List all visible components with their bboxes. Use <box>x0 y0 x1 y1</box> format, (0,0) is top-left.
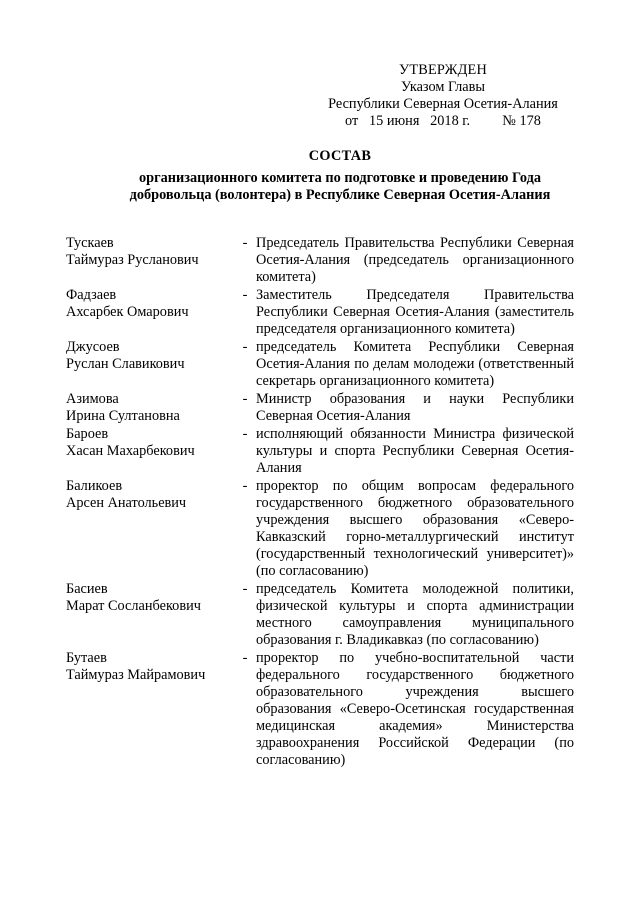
member-separator: - <box>242 426 248 442</box>
member-role: председатель Комитета молодежной политики, физической культуры и спорта администрации местного самоуправления муниципального образования г. Владикавказ (по согласованию) <box>256 581 574 648</box>
approval-line-1: Указом Главы <box>400 79 486 95</box>
member-given-name: Руслан Славикович <box>66 356 185 372</box>
member-given-name: Марат Сосланбекович <box>66 598 201 614</box>
approval-date-line: от 15 июня 2018 г. № 178 <box>345 113 541 129</box>
approval-title: УТВЕРЖДЕН <box>399 62 487 78</box>
member-name <box>66 339 234 390</box>
member-entry <box>66 391 574 425</box>
member-name <box>66 581 234 649</box>
member-given-name: Хасан Махарбекович <box>66 443 195 459</box>
member-surname: Басиев <box>66 581 108 597</box>
member-entry <box>66 426 574 477</box>
member-name <box>66 478 234 580</box>
member-role: Председатель Правительства Республики Северная Осетия-Алания (председатель организационного комитета) <box>256 235 574 285</box>
member-role: исполняющий обязанности Министра физической культуры и спорта Республики Северная Осетия-Алания <box>256 426 574 476</box>
member-role: председатель Комитета Республики Северная Осетия-Алания по делам молодежи (ответственный секретарь организационного комитета) <box>256 339 574 389</box>
member-list <box>66 235 574 770</box>
member-surname: Бароев <box>66 426 109 442</box>
member-name <box>66 426 234 477</box>
member-name <box>66 287 234 338</box>
member-role: проректор по общим вопросам федерального государственного бюджетного образовательного учреждения высшего образования «Северо-Кавказский горно-металлургический институт (государственный технологический университет)» (по согласованию) <box>256 478 574 579</box>
member-given-name: Таймураз Майрамович <box>66 667 206 683</box>
document-subtitle-line-1: организационного комитета по подготовке и проведению Года <box>139 170 541 186</box>
member-entry <box>66 650 574 769</box>
approval-line-2: Республики Северная Осетия-Алания <box>328 96 558 112</box>
document-heading <box>60 148 620 204</box>
member-name <box>66 235 234 286</box>
member-separator: - <box>242 478 248 494</box>
member-given-name: Таймураз Русланович <box>66 252 199 268</box>
member-given-name: Ирина Султановна <box>66 408 180 424</box>
member-name <box>66 650 234 769</box>
member-role: Министр образования и науки Республики Северная Осетия-Алания <box>256 391 574 424</box>
member-entry <box>66 581 574 649</box>
member-entry <box>66 235 574 286</box>
member-surname: Джусоев <box>66 339 120 355</box>
member-separator: - <box>242 391 248 407</box>
member-given-name: Ахсарбек Омарович <box>66 304 189 320</box>
member-separator: - <box>242 581 248 597</box>
member-entry <box>66 287 574 338</box>
member-separator: - <box>242 287 248 303</box>
member-given-name: Арсен Анатольевич <box>66 495 187 511</box>
member-separator: - <box>242 235 248 251</box>
member-separator: - <box>242 650 248 666</box>
member-entry <box>66 478 574 580</box>
member-role: Заместитель Председателя Правительства Республики Северная Осетия-Алания (заместитель председателя организационного комитета) <box>256 287 574 337</box>
member-role: проректор по учебно-воспитательной части федерального государственного бюджетного образовательного учреждения высшего образования «Северо-Осетинская государственная медицинская академия» Министерства здравоохранения Российской Федерации (по согласованию) <box>256 650 574 768</box>
member-surname: Тускаев <box>66 235 114 251</box>
member-name <box>66 391 234 425</box>
member-separator: - <box>242 339 248 355</box>
document-title: СОСТАВ <box>308 148 372 164</box>
approval-stamp <box>318 62 568 130</box>
member-surname: Фадзаев <box>66 287 117 303</box>
member-surname: Азимова <box>66 391 119 407</box>
member-surname: Баликоев <box>66 478 123 494</box>
member-surname: Бутаев <box>66 650 107 666</box>
document-subtitle-line-2: добровольца (волонтера) в Республике Северная Осетия-Алания <box>129 187 551 203</box>
member-entry <box>66 339 574 390</box>
